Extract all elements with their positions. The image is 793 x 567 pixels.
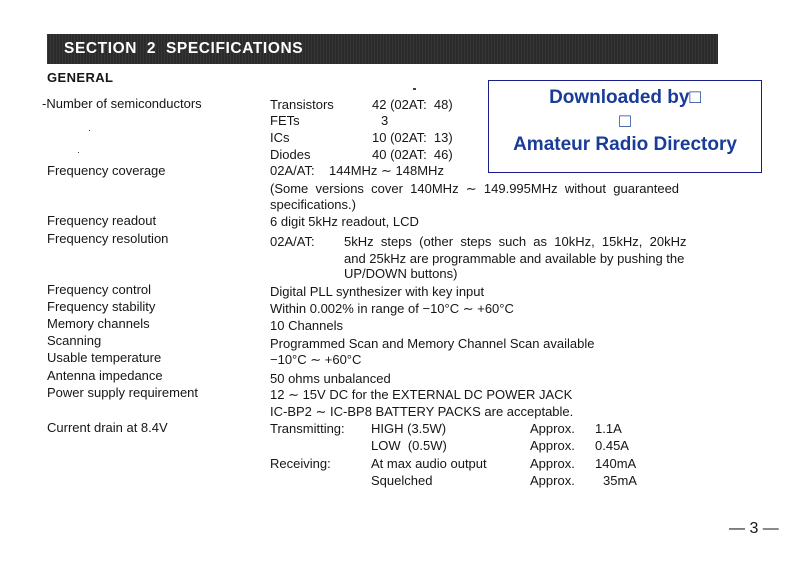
- antenna-impedance-value: 50 ohms unbalanced: [270, 371, 391, 386]
- usable-temperature-label: Usable temperature: [47, 350, 162, 365]
- current-drain-value: 140mA: [595, 456, 637, 471]
- semiconductors-label: -Number of semiconductors: [42, 96, 202, 111]
- frequency-readout-label: Frequency readout: [47, 213, 157, 228]
- frequency-resolution-line2: and 25kHz are programmable and available by pushing the: [344, 251, 685, 266]
- scan-speck: [78, 152, 79, 153]
- current-drain-mode: Receiving:: [270, 456, 331, 471]
- power-supply-line2: IC-BP2 ∼ IC-BP8 BATTERY PACKS are acceptable.: [270, 404, 574, 419]
- frequency-resolution-label: Frequency resolution: [47, 231, 169, 246]
- current-drain-mode: Transmitting:: [270, 421, 345, 436]
- antenna-impedance-label: Antenna impedance: [47, 368, 163, 383]
- current-drain-condition: Squelched: [371, 473, 433, 488]
- semi-count-transistors: 42 (02AT: 48): [372, 97, 453, 112]
- download-line-2: □: [619, 111, 631, 132]
- frequency-stability-value: Within 0.002% in range of −10°C ∼ +60°C: [270, 301, 514, 316]
- current-drain-value: 35mA: [603, 473, 637, 488]
- frequency-stability-label: Frequency stability: [47, 299, 156, 314]
- memory-channels-label: Memory channels: [47, 316, 150, 331]
- scan-speck: [89, 130, 90, 131]
- section-title: SECTION 2 SPECIFICATIONS: [64, 40, 304, 57]
- frequency-coverage-note: (Some versions cover 140MHz ∼ 149.995MHz without guaranteed: [270, 181, 680, 196]
- frequency-control-label: Frequency control: [47, 282, 152, 297]
- semi-count-diodes: 40 (02AT: 46): [372, 147, 453, 162]
- semi-type-transistors: Transistors: [270, 97, 334, 112]
- current-drain-value: 0.45A: [595, 438, 629, 453]
- semi-count-fets: 3: [381, 113, 389, 128]
- current-drain-approx: Approx.: [530, 438, 575, 453]
- scan-speck: [413, 88, 416, 90]
- scanning-value: Programmed Scan and Memory Channel Scan available: [270, 336, 595, 351]
- frequency-coverage-label: Frequency coverage: [47, 163, 166, 178]
- current-drain-approx: Approx.: [530, 421, 575, 436]
- semi-type-fets: FETs: [270, 113, 300, 128]
- power-supply-line1: 12 ∼ 15V DC for the EXTERNAL DC POWER JACK: [270, 387, 573, 402]
- memory-channels-value: 10 Channels: [270, 318, 343, 333]
- current-drain-condition: HIGH (3.5W): [371, 421, 447, 436]
- page-number: — 3 —: [729, 520, 779, 537]
- download-line-3: Amateur Radio Directory: [513, 134, 737, 155]
- general-heading: GENERAL: [47, 70, 114, 85]
- power-supply-label: Power supply requirement: [47, 385, 199, 400]
- usable-temperature-value: −10°C ∼ +60°C: [270, 352, 362, 367]
- current-drain-approx: Approx.: [530, 473, 575, 488]
- scanning-label: Scanning: [47, 333, 102, 348]
- current-drain-value: 1.1A: [595, 421, 622, 436]
- semi-type-diodes: Diodes: [270, 147, 311, 162]
- frequency-coverage-value: 02A/AT: 144MHz ∼ 148MHz: [270, 163, 444, 178]
- download-line-1: Downloaded by□: [549, 87, 701, 108]
- semi-count-ics: 10 (02AT: 13): [372, 130, 453, 145]
- frequency-readout-value: 6 digit 5kHz readout, LCD: [270, 214, 419, 229]
- current-drain-condition: At max audio output: [371, 456, 487, 471]
- current-drain-approx: Approx.: [530, 456, 575, 471]
- current-drain-condition: LOW (0.5W): [371, 438, 447, 453]
- frequency-resolution-prefix: 02A/AT:: [270, 234, 315, 249]
- frequency-resolution-line3: UP/DOWN buttons): [344, 266, 458, 281]
- download-notice-box: [488, 80, 762, 173]
- frequency-control-value: Digital PLL synthesizer with key input: [270, 284, 485, 299]
- frequency-coverage-note-end: specifications.): [270, 197, 356, 212]
- frequency-resolution-line1: 5kHz steps (other steps such as 10kHz, 15kHz, 20kHz: [344, 234, 687, 249]
- current-drain-label: Current drain at 8.4V: [47, 420, 168, 435]
- section-title-bar: [47, 34, 718, 64]
- semi-type-ics: ICs: [270, 130, 290, 145]
